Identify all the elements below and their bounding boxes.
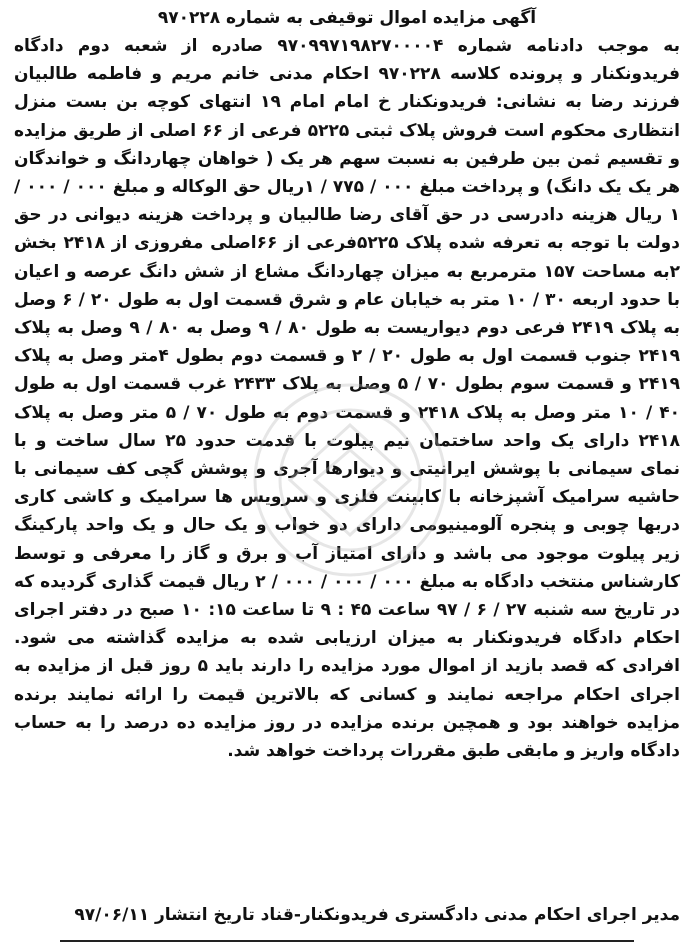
notice-title: آگهی مزایده اموال توقیفی به شماره ۹۷۰۲۲۸ — [157, 8, 537, 28]
notice-signature: مدیر اجرای احکام مدنی دادگستری فریدونکنار-قناد تاریخ انتشار ۹۷/۰۶/۱۱ — [74, 905, 680, 925]
bottom-rule — [60, 940, 634, 942]
notice-body: به موجب دادنامه شماره ۹۷۰۹۹۷۱۹۸۲۷۰۰۰۰۴ صادره از شعبه دوم دادگاه فریدونکنار و پرونده کلاسه ۹۷۰۲۲۸ احکام مدنی خانم مریم و فاطمه طالبیان فرزند رضا به نشانی: فریدونکنار خ امام امام ۱۹ انتهای کوچه بن بست منزل انتظاری محکوم است فروش پلاک ثبتی ۵۲۲۵ فرعی از ۶۶ اصلی از طریق مزایده و تقسیم ثمن بین طرفین به نسبت سهم هر یک ( خواهان چهاردانگ و خواندگان هر یک یک دانگ) و پرداخت مبلغ ۰۰۰ / ۷۷۵ / ۱ریال حق الوکاله و مبلغ ۰۰۰ / ۰۰۰ / ۱ ریال هزینه دادرسی در حق آقای رضا طالبیان و پرداخت هزینه دیوانی در حق دولت با توجه به تعرفه شده پلاک ۵۲۲۵فرعی از ۶۶اصلی مفروزی از ۲۴۱۸ بخش ۲به مساحت ۱۵۷ مترمربع به میزان چهاردانگ مشاع از شش دانگ عرصه و اعیان با حدود اربعه ۳۰ / ۱۰ متر به خیابان عام و شرق قسمت اول به طول ۲۰ / ۶ وصل به پلاک ۲۴۱۹ فرعی دوم دیواریست به طول ۸۰ / ۹ وصل به ۸۰ / ۹ وصل به پلاک ۲۴۱۹ جنوب قسمت اول به طول ۲۰ / ۲ و قسمت دوم بطول ۴متر وصل به پلاک ۲۴۱۹ و قسمت سوم بطول ۷۰ / ۵ وصل به پلاک ۲۴۳۳ غرب قسمت اول به طول ۴۰ / ۱۰ متر وصل به پلاک ۲۴۱۸ و قسمت دوم به طول ۷۰ / ۵ متر وصل به پلاک ۲۴۱۸ دارای یک واحد ساختمان نیم پیلوت با قدمت حدود ۲۵ سال ساخت و با نمای سیمانی با پوشش ایرانیتی و دیوارها آجری و پوشش گچی کف سیمانی با حاشیه سرامیک آشپزخانه با کابینت فلزی و سرویس ها سرامیک و کاشی کاری دربها چوبی و پنجره آلومینیومی دارای دو خواب و یک حال و یک واحد پارکینگ زیر پیلوت موجود می باشد و دارای امتیاز آب و برق و گاز را معرفی و توسط کارشناس منتخب دادگاه به مبلغ ۰۰۰ / ۰۰۰ / ۰۰۰ / ۲ ریال قیمت گذاری گردیده که در تاریخ سه شنبه ۲۷ / ۶ / ۹۷ ساعت ۴۵ : ۹ تا ساعت ۱۵: ۱۰ صبح در دفتر اجرای احکام دادگاه فریدونکنار به میزان ارزیابی شده به مزایده گذاشته می شود. افرادی که قصد بازید از اموال مورد مزایده را دارند باید ۵ روز قبل از مزایده به اجرای احکام مراجعه نمایند و کسانی که بالاترین قیمت را ارائه نمایند برنده مزایده خواهند بود و همچین برنده مزایده در روز مزایده ده درصد را به حساب دادگاه واریز و مابقی طبق مقررات پرداخت خواهد شد. — [14, 36, 681, 762]
